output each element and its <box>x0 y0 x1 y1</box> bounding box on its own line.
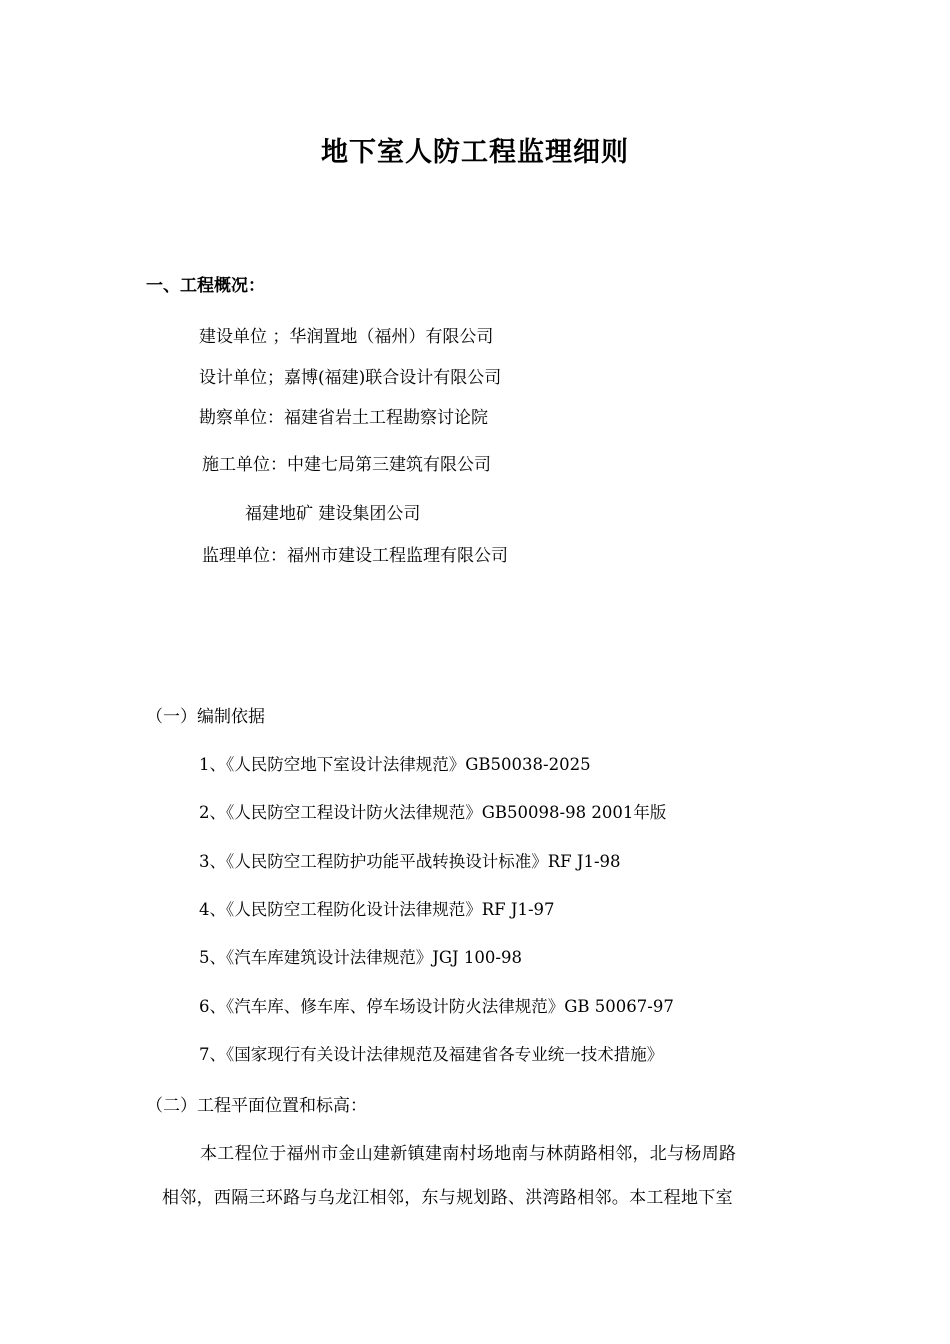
builder-unit-2: 福建地矿 建设集团公司 <box>245 504 421 524</box>
location-paragraph-line: 本工程位于福州市金山建新镇建南村场地南与林荫路相邻，北与杨周路 <box>200 1144 737 1164</box>
reference-item: 2、《人民防空工程设计防火法律规范》GB50098-98 2001年版 <box>199 803 667 822</box>
construction-unit: 建设单位 ；华润置地（福州）有限公司 <box>199 327 494 347</box>
reference-item: 4、《人民防空工程防化设计法律规范》RF J1-97 <box>199 900 555 919</box>
reference-item: 6、《汽车库、修车库、停车场设计防火法律规范》GB 50067-97 <box>199 997 674 1016</box>
basis-heading: （一）编制依据 <box>146 707 265 727</box>
section-heading-overview: 一、工程概况： <box>146 276 265 296</box>
reference-item: 1、《人民防空地下室设计法律规范》GB50038-2025 <box>199 755 591 774</box>
reference-item: 3、《人民防空工程防护功能平战转换设计标准》RF J1-98 <box>199 852 621 871</box>
location-paragraph-line: 相邻，西隔三环路与乌龙江相邻，东与规划路、洪湾路相邻。本工程地下室 <box>162 1188 733 1208</box>
survey-unit: 勘察单位：福建省岩土工程勘察讨论院 <box>199 408 488 428</box>
design-unit: 设计单位；嘉博(福建)联合设计有限公司 <box>199 368 502 388</box>
reference-item: 5、《汽车库建筑设计法律规范》JGJ 100-98 <box>199 948 522 967</box>
builder-unit: 施工单位：中建七局第三建筑有限公司 <box>202 455 491 475</box>
supervision-unit: 监理单位：福州市建设工程监理有限公司 <box>202 546 508 566</box>
document-title: 地下室人防工程监理细则 <box>321 137 629 168</box>
reference-item: 7、《国家现行有关设计法律规范及福建省各专业统一技术措施》 <box>199 1045 664 1064</box>
location-heading: （二）工程平面位置和标高： <box>146 1096 367 1116</box>
